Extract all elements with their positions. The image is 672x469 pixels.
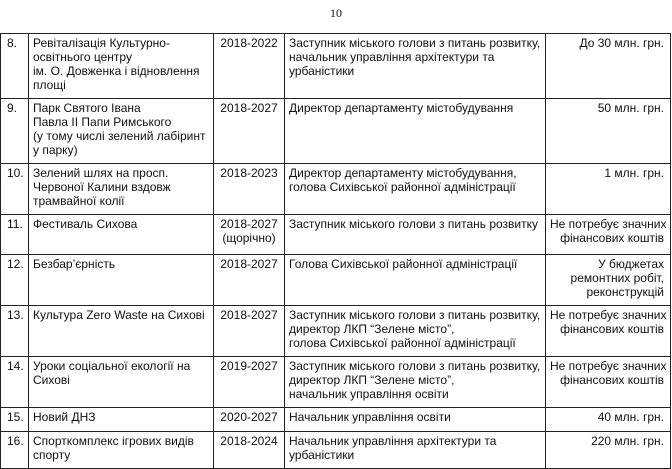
funding-amount-line: 1 млн. грн. <box>604 166 664 180</box>
project-term-line: 2018-2022 <box>220 36 278 50</box>
funding-amount-line: У бюджетах <box>598 257 664 271</box>
page-number: 10 <box>330 6 342 20</box>
funding-amount <box>546 306 671 357</box>
responsible-person-line: урбаністики <box>289 448 355 462</box>
funding-amount-line: фінансових коштів <box>560 231 664 245</box>
funding-amount-line: До 30 млн. грн. <box>579 36 664 50</box>
row-number: 10. <box>1 164 29 215</box>
project-name-line: трамвайної колії <box>33 194 125 208</box>
project-term <box>214 99 285 164</box>
funding-amount-line: ремонтних робіт, <box>570 271 664 285</box>
funding-amount <box>546 408 671 432</box>
responsible-person-line: директор ЛКП “Зелене місто”, <box>289 322 455 336</box>
responsible-person-line: Директор департаменту містобудування <box>289 101 514 115</box>
funding-amount-line: 40 млн. грн. <box>597 410 664 424</box>
funding-amount-line: реконструкцій <box>586 285 664 299</box>
project-term-line: 2018-2027 <box>220 308 278 322</box>
project-name-line: ім. О. Довженка і відновлення <box>33 64 200 78</box>
responsible-person <box>285 306 546 357</box>
project-name-line: освітнього центру <box>33 50 132 64</box>
responsible-person <box>285 164 546 215</box>
funding-amount-line: фінансових коштів <box>560 322 664 336</box>
project-term-line: 2018-2027 <box>220 257 278 271</box>
project-name <box>29 164 214 215</box>
responsible-person <box>285 357 546 408</box>
funding-amount <box>546 34 671 99</box>
project-term-line: 2018-2027 <box>220 217 278 231</box>
project-name <box>29 432 214 469</box>
row-number: 9. <box>1 99 29 164</box>
project-term-line: 2020-2027 <box>220 410 278 424</box>
funding-amount <box>546 357 671 408</box>
project-name <box>29 255 214 306</box>
responsible-person-line: начальник управління освіти <box>289 387 449 401</box>
project-name-line: площі <box>33 78 66 92</box>
project-term <box>214 164 285 215</box>
project-name-line: Павла II Папи Римського <box>33 115 172 129</box>
funding-amount-line: фінансових коштів <box>560 373 664 387</box>
responsible-person-line: голова Сихівської районної адміністрації <box>289 180 516 194</box>
table-row <box>1 357 671 408</box>
responsible-person <box>285 34 546 99</box>
funding-amount-line: 220 млн. грн. <box>591 434 664 448</box>
project-name-line: Фестиваль Сихова <box>33 217 138 231</box>
funding-amount-line: 50 млн. грн. <box>597 101 664 115</box>
responsible-person-line: Заступник міського голови з питань розвитку, <box>289 359 541 373</box>
project-name <box>29 408 214 432</box>
table-row <box>1 432 671 469</box>
project-name-line: Безбар’єрність <box>33 257 116 271</box>
project-term-line: 2019-2027 <box>220 359 278 373</box>
row-number: 16. <box>1 432 29 469</box>
funding-amount-line: Не потребує значних <box>550 217 667 231</box>
project-term-line: 2018-2023 <box>220 166 278 180</box>
responsible-person-line: Начальник управління освіти <box>289 410 451 424</box>
project-name-line: Ревіталізація Культурно- <box>33 36 170 50</box>
table-row <box>1 99 671 164</box>
project-name-line: Новий ДНЗ <box>33 410 96 424</box>
project-term <box>214 215 285 255</box>
funding-amount <box>546 215 671 255</box>
table-row <box>1 34 671 99</box>
row-number: 14. <box>1 357 29 408</box>
row-number: 8. <box>1 34 29 99</box>
project-term-line: 2018-2027 <box>220 101 278 115</box>
responsible-person-line: Голова Сихівської районної адміністрації <box>289 257 518 271</box>
responsible-person-line: директор ЛКП “Зелене місто”, <box>289 373 455 387</box>
responsible-person-line: урбаністики <box>289 64 355 78</box>
project-term <box>214 408 285 432</box>
project-name-line: Сихові <box>33 373 70 387</box>
project-name <box>29 99 214 164</box>
project-name-line: Уроки соціальної екології на <box>33 359 191 373</box>
table-row <box>1 164 671 215</box>
responsible-person-line: Директор департаменту містобудування, <box>289 166 517 180</box>
funding-amount <box>546 255 671 306</box>
row-number: 12. <box>1 255 29 306</box>
funding-amount <box>546 164 671 215</box>
project-name <box>29 215 214 255</box>
responsible-person-line: Заступник міського голови з питань розвитку, <box>289 308 541 322</box>
project-name-line: Червоної Калини вздовж <box>33 180 171 194</box>
row-number: 15. <box>1 408 29 432</box>
row-number: 13. <box>1 306 29 357</box>
funding-amount <box>546 99 671 164</box>
project-term <box>214 357 285 408</box>
row-number: 11. <box>1 215 29 255</box>
project-name-line: Культура Zero Waste на Сихові <box>33 308 205 322</box>
project-term-line: (щорічно) <box>222 231 276 245</box>
table-row <box>1 215 671 255</box>
project-name-line: Зелений шлях на просп. <box>33 166 169 180</box>
responsible-person-line: начальник управління архітектури та <box>289 50 495 64</box>
table-row <box>1 306 671 357</box>
project-term <box>214 432 285 469</box>
projects-table <box>0 33 671 469</box>
responsible-person <box>285 255 546 306</box>
responsible-person-line: Заступник міського голови з питань розвитку <box>289 217 539 231</box>
project-term-line: 2018-2024 <box>220 434 278 448</box>
project-name-line: у парку) <box>33 143 78 157</box>
project-name <box>29 34 214 99</box>
project-name <box>29 306 214 357</box>
funding-amount-line: Не потребує значних <box>550 308 667 322</box>
funding-amount-line: Не потребує значних <box>550 359 667 373</box>
responsible-person <box>285 408 546 432</box>
project-name-line: спорту <box>33 448 71 462</box>
table-row <box>1 255 671 306</box>
responsible-person-line: голова Сихівської районної адміністрації <box>289 336 516 350</box>
project-term <box>214 34 285 99</box>
table-row <box>1 408 671 432</box>
project-term <box>214 306 285 357</box>
responsible-person-line: Заступник міського голови з питань розвитку, <box>289 36 541 50</box>
responsible-person-line: Начальник управління архітектури та <box>289 434 497 448</box>
project-name <box>29 357 214 408</box>
responsible-person <box>285 432 546 469</box>
project-name-line: Спорткомплекс ігрових видів <box>33 434 194 448</box>
project-term <box>214 255 285 306</box>
project-name-line: Парк Святого Івана <box>33 101 141 115</box>
project-name-line: (у тому числі зелений лабіринт <box>33 129 206 143</box>
responsible-person <box>285 215 546 255</box>
responsible-person <box>285 99 546 164</box>
funding-amount <box>546 432 671 469</box>
